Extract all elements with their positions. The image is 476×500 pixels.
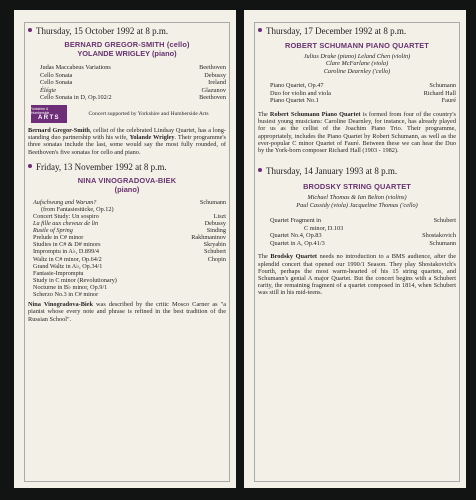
program-work: Piano Quartet No.1 xyxy=(270,97,319,105)
program-composer: Beethoven xyxy=(199,94,226,102)
performer-line: Julius Drake (piano) Leland Chen (violin) xyxy=(303,53,411,60)
program-work: Judas Maccabeus Variations xyxy=(40,64,111,71)
program-work: Waltz in C# minor, Op.64/2 xyxy=(33,255,102,263)
program-composer: Schubert xyxy=(433,217,456,225)
event-date: Thursday, 17 December 1992 at 8 p.m. xyxy=(266,26,407,36)
program-composer xyxy=(422,225,456,233)
program-work: C minor, D.103 xyxy=(304,224,344,232)
event-description: Bernard Gregor-Smith, cellist of the celebrated Lindsay Quartet, has a long-standing duo partnership with his wife, Yolande Wrigley. Their programme's three sonatas include the last, some would say the most fully rounded, of Beethoven's five sonatas for cello and piano. xyxy=(28,126,226,156)
program-work: Scherzo No.3 in C# minor xyxy=(33,291,99,298)
event-title: ROBERT SCHUMANN PIANO QUARTET xyxy=(285,41,429,50)
program-composer: Sinding xyxy=(206,227,226,235)
program-composer: Schumann xyxy=(199,198,226,206)
event-title-line2: (piano) xyxy=(114,184,140,194)
left-content xyxy=(28,26,226,323)
program-composer: Skryabin xyxy=(203,241,226,249)
event-date-heading xyxy=(258,166,456,177)
event-date: Thursday, 15 October 1992 at 8 p.m. xyxy=(36,26,169,36)
right-content xyxy=(258,26,456,297)
program-composer xyxy=(191,270,226,277)
event-date-heading xyxy=(28,26,226,37)
program-composer: Ireland xyxy=(208,79,226,87)
bullet-icon xyxy=(258,28,262,32)
event-date: Thursday, 14 January 1993 at 8 p.m. xyxy=(266,166,398,177)
right-page xyxy=(244,10,466,488)
program-work: La fille aux cheveux de lin xyxy=(33,220,99,228)
event-title-line1: BERNARD GREGOR-SMITH (cello) xyxy=(64,40,190,49)
program-work: Cello Sonata xyxy=(40,79,73,87)
program-composer: Schumann xyxy=(429,239,456,247)
bullet-icon xyxy=(28,28,32,32)
program-work: Quartet Fragment in xyxy=(270,217,322,225)
performer-line: Michael Thomas & Ian Belton (violins) xyxy=(307,194,407,202)
program-composer: Debussy xyxy=(204,71,226,79)
program-list xyxy=(40,64,226,102)
event-date-heading xyxy=(258,26,456,37)
program-work: Aufschwung and Warum? xyxy=(33,198,97,206)
program-work: Quartet No.4, Op.83 xyxy=(270,232,322,240)
program-work: Nocturne in B♭ minor, Op.9/1 xyxy=(33,283,108,291)
program-composer xyxy=(191,206,226,213)
program-list xyxy=(270,217,456,247)
bullet-icon xyxy=(28,164,32,168)
event-date: Friday, 13 November 1992 at 8 p.m. xyxy=(36,161,167,172)
program-work: Fantasie-Impromptu xyxy=(33,269,84,277)
program-composer: Fauré xyxy=(441,97,456,105)
performers xyxy=(258,53,456,75)
event-title-line2: YOLANDE WRIGLEY (piano) xyxy=(77,49,177,58)
program-list xyxy=(270,82,456,105)
program-work: Study in C minor (Revolutionary) xyxy=(33,276,117,284)
program-work: Concert Study: Un sospiro xyxy=(33,212,99,220)
program-composer xyxy=(191,277,226,284)
left-page xyxy=(14,10,236,488)
program-composer xyxy=(191,291,226,298)
program-work: Duo for violin and viola xyxy=(270,89,331,97)
program-work: (from Fantasiestücke, Op.12) xyxy=(41,205,114,213)
sponsor-text: Concert supported by Yorkshire and Humberside Arts xyxy=(88,110,209,117)
program-work: Studies in C# & D# minors xyxy=(33,241,101,249)
event-description: The Brodsky Quartet needs no introduction to a BMS audience, after the splendid concert that opened our 1990/1 Season. They play Shostakovich's Fourth, perhaps the most warm-hearted of his 15 string quartets, and Schumann's genial A major Quartet. But the concert begins with a Schubert rarity, the remaining fragment of a quartet composed in 1814, when Schubert was still in his mid-teens. xyxy=(258,253,456,297)
program-work: Impromptu in A♭, D.899/4 xyxy=(33,248,99,256)
sponsor-block xyxy=(31,105,226,123)
program-composer: Richard Hall xyxy=(423,89,456,97)
event-description: The Robert Schumann Piano Quartet is formed from four of the country's busiest young musicians: Caroline Dearnley, for instance, has already played for us as the cellist of the Joachim Piano Trio. Their programme, appropriately, includes the Piano Quartet by Robert Schumann, as well as the ever-popular C minor Quartet of Fauré. Between these we can hear the Duo by the York-born composer Richard Hall (1903 - 1982). xyxy=(258,111,456,155)
program-work: Rustle of Spring xyxy=(33,227,73,235)
program-composer: Rakhmaninov xyxy=(191,234,226,242)
program-composer xyxy=(191,263,226,270)
program-composer: Liszt xyxy=(213,212,226,220)
program-work: Cello Sonata xyxy=(40,71,73,79)
program-work: Prelude in C# minor xyxy=(33,234,84,242)
performers xyxy=(258,194,456,209)
program-composer: Schumann xyxy=(429,82,456,90)
performer-line: Clare McFarlane (viola) xyxy=(325,60,389,68)
program-composer xyxy=(191,284,226,291)
program-composer: Chopin xyxy=(207,255,226,263)
program-work: Élégie xyxy=(40,86,57,94)
event-title: BRODSKY STRING QUARTET xyxy=(303,182,411,192)
program-composer: Beethoven xyxy=(199,64,226,71)
program-list xyxy=(33,199,226,298)
program-composer: Debussy xyxy=(204,220,226,228)
program-work: Quartet in A, Op.41/3 xyxy=(270,239,325,247)
bullet-icon xyxy=(258,168,262,172)
performer-line: Caroline Dearnley ('cello) xyxy=(323,67,391,75)
program-work: Grand Waltz in A♭, Op.34/1 xyxy=(33,262,103,270)
arts-logo: Yorkshire & Humberside ARTS xyxy=(31,105,67,123)
program-work: Cello Sonata in D, Op.102/2 xyxy=(40,94,112,102)
program-work: Piano Quartet, Op.47 xyxy=(270,82,324,90)
program-composer: Shostakovich xyxy=(422,232,456,240)
event-date-heading xyxy=(28,162,226,173)
performer-line: Paul Cassidy (viola) Jacqueline Thomas ('cello) xyxy=(296,201,418,209)
program-composer: Glazunov xyxy=(201,86,226,94)
program-composer: Schubert xyxy=(204,248,226,256)
event-title-line1: NINA VINOGRADOVA-BIEK xyxy=(77,175,177,185)
event-description: Nina Vinogradova-Biek was described by the critic Mosco Carner as "a pianist whose every note and phrase is refined in the best tradition of the Russian School". xyxy=(28,301,226,323)
